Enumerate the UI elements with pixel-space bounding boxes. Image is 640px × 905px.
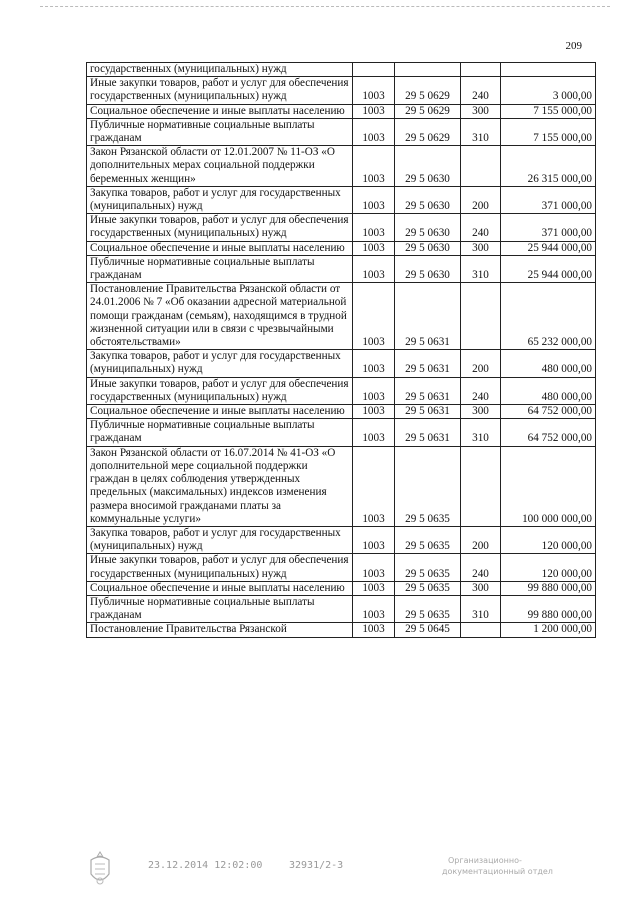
row-expense-kind: 300 [461, 104, 501, 118]
row-section-code: 1003 [353, 146, 395, 187]
page-footer [0, 850, 640, 900]
row-description: Закон Рязанской области от 12.01.2007 № 11-ОЗ «О дополнительных мерах социальной поддержки беременных женщин» [87, 146, 353, 187]
table-row [87, 104, 596, 118]
row-expense-kind: 200 [461, 350, 501, 377]
row-target-code: 29 5 0630 [395, 241, 461, 255]
coat-of-arms-icon [86, 850, 114, 890]
row-section-code: 1003 [353, 623, 395, 637]
row-description: Закупка товаров, работ и услуг для государственных (муниципальных) нужд [87, 350, 353, 377]
row-target-code: 29 5 0629 [395, 77, 461, 104]
table-row [87, 350, 596, 377]
row-section-code: 1003 [353, 104, 395, 118]
row-section-code: 1003 [353, 419, 395, 446]
row-description: Закон Рязанской области от 16.07.2014 № 41-ОЗ «О дополнительной мере социальной поддержки граждан в целях соблюдения утвержденных предельных (максимальных) индексов изменения размера вносимой гражданами платы за коммунальные услуги» [87, 446, 353, 526]
row-expense-kind: 300 [461, 241, 501, 255]
row-amount: 25 944 000,00 [501, 241, 596, 255]
row-section-code: 1003 [353, 554, 395, 581]
row-section-code [353, 63, 395, 77]
row-expense-kind: 240 [461, 377, 501, 404]
row-target-code: 29 5 0631 [395, 350, 461, 377]
row-expense-kind: 310 [461, 419, 501, 446]
row-target-code: 29 5 0629 [395, 118, 461, 145]
row-amount: 7 155 000,00 [501, 104, 596, 118]
table-row [87, 405, 596, 419]
row-description: Социальное обеспечение и иные выплаты населению [87, 581, 353, 595]
table-row [87, 554, 596, 581]
row-target-code: 29 5 0635 [395, 446, 461, 526]
row-amount: 120 000,00 [501, 526, 596, 553]
row-target-code: 29 5 0630 [395, 214, 461, 241]
table-row [87, 283, 596, 350]
row-amount: 100 000 000,00 [501, 446, 596, 526]
row-amount: 7 155 000,00 [501, 118, 596, 145]
page-number: 209 [565, 40, 582, 52]
row-expense-kind [461, 623, 501, 637]
table-row [87, 186, 596, 213]
row-target-code: 29 5 0635 [395, 595, 461, 622]
row-target-code: 29 5 0635 [395, 581, 461, 595]
row-section-code: 1003 [353, 255, 395, 282]
row-section-code: 1003 [353, 405, 395, 419]
table-row [87, 623, 596, 637]
scan-top-edge [40, 6, 610, 7]
row-description: Публичные нормативные социальные выплаты гражданам [87, 118, 353, 145]
registration-date: 23.12.2014 12:02:00 [148, 860, 263, 871]
table-row [87, 241, 596, 255]
row-expense-kind: 200 [461, 186, 501, 213]
row-amount: 99 880 000,00 [501, 581, 596, 595]
row-amount: 99 880 000,00 [501, 595, 596, 622]
row-expense-kind [461, 283, 501, 350]
row-section-code: 1003 [353, 283, 395, 350]
row-expense-kind: 240 [461, 554, 501, 581]
row-description: Иные закупки товаров, работ и услуг для обеспечения государственных (муниципальных) нужд [87, 77, 353, 104]
row-description: Иные закупки товаров, работ и услуг для обеспечения государственных (муниципальных) нужд [87, 554, 353, 581]
row-section-code: 1003 [353, 241, 395, 255]
row-description: государственных (муниципальных) нужд [87, 63, 353, 77]
row-section-code: 1003 [353, 77, 395, 104]
row-description: Иные закупки товаров, работ и услуг для обеспечения государственных (муниципальных) нужд [87, 214, 353, 241]
row-description: Публичные нормативные социальные выплаты гражданам [87, 595, 353, 622]
row-target-code [395, 63, 461, 77]
row-description: Закупка товаров, работ и услуг для государственных (муниципальных) нужд [87, 526, 353, 553]
row-target-code: 29 5 0630 [395, 146, 461, 187]
row-expense-kind: 310 [461, 118, 501, 145]
row-description: Публичные нормативные социальные выплаты гражданам [87, 419, 353, 446]
row-description: Постановление Правительства Рязанской области от 24.01.2006 № 7 «Об оказании адресной материальной помощи гражданам (семьям), находящимся в трудной жизненной ситуации или в связи с чрезвычайными обстоятельствами» [87, 283, 353, 350]
row-target-code: 29 5 0631 [395, 283, 461, 350]
row-section-code: 1003 [353, 350, 395, 377]
row-section-code: 1003 [353, 377, 395, 404]
table-row [87, 146, 596, 187]
table-row [87, 377, 596, 404]
row-target-code: 29 5 0630 [395, 255, 461, 282]
row-amount: 371 000,00 [501, 186, 596, 213]
row-description: Социальное обеспечение и иные выплаты населению [87, 241, 353, 255]
table-row [87, 63, 596, 77]
row-amount: 120 000,00 [501, 554, 596, 581]
row-expense-kind [461, 146, 501, 187]
row-section-code: 1003 [353, 595, 395, 622]
row-section-code: 1003 [353, 186, 395, 213]
row-amount [501, 63, 596, 77]
row-description: Постановление Правительства Рязанской [87, 623, 353, 637]
row-amount: 64 752 000,00 [501, 419, 596, 446]
row-description: Иные закупки товаров, работ и услуг для обеспечения государственных (муниципальных) нужд [87, 377, 353, 404]
row-amount: 25 944 000,00 [501, 255, 596, 282]
row-amount: 3 000,00 [501, 77, 596, 104]
row-description: Публичные нормативные социальные выплаты гражданам [87, 255, 353, 282]
row-target-code: 29 5 0645 [395, 623, 461, 637]
row-expense-kind: 240 [461, 77, 501, 104]
row-expense-kind: 300 [461, 581, 501, 595]
department-stamp-line-2: документационный отдел [442, 867, 553, 876]
row-section-code: 1003 [353, 446, 395, 526]
row-amount: 65 232 000,00 [501, 283, 596, 350]
row-description: Социальное обеспечение и иные выплаты населению [87, 405, 353, 419]
table-row [87, 77, 596, 104]
row-amount: 64 752 000,00 [501, 405, 596, 419]
row-expense-kind: 310 [461, 595, 501, 622]
row-description: Закупка товаров, работ и услуг для государственных (муниципальных) нужд [87, 186, 353, 213]
table-row [87, 255, 596, 282]
row-target-code: 29 5 0631 [395, 419, 461, 446]
budget-table [86, 62, 596, 638]
table-row [87, 595, 596, 622]
row-expense-kind [461, 446, 501, 526]
row-target-code: 29 5 0635 [395, 554, 461, 581]
row-section-code: 1003 [353, 526, 395, 553]
row-section-code: 1003 [353, 214, 395, 241]
row-amount: 371 000,00 [501, 214, 596, 241]
table-row [87, 214, 596, 241]
row-target-code: 29 5 0629 [395, 104, 461, 118]
row-amount: 26 315 000,00 [501, 146, 596, 187]
row-amount: 480 000,00 [501, 377, 596, 404]
row-amount: 480 000,00 [501, 350, 596, 377]
row-target-code: 29 5 0631 [395, 377, 461, 404]
table-row [87, 526, 596, 553]
budget-table-body [87, 63, 596, 638]
row-target-code: 29 5 0631 [395, 405, 461, 419]
row-section-code: 1003 [353, 581, 395, 595]
table-row [87, 118, 596, 145]
row-expense-kind: 310 [461, 255, 501, 282]
row-target-code: 29 5 0635 [395, 526, 461, 553]
row-amount: 1 200 000,00 [501, 623, 596, 637]
row-expense-kind: 240 [461, 214, 501, 241]
table-row [87, 446, 596, 526]
row-section-code: 1003 [353, 118, 395, 145]
table-row [87, 419, 596, 446]
table-row [87, 581, 596, 595]
row-expense-kind: 300 [461, 405, 501, 419]
row-expense-kind: 200 [461, 526, 501, 553]
row-target-code: 29 5 0630 [395, 186, 461, 213]
row-description: Социальное обеспечение и иные выплаты населению [87, 104, 353, 118]
department-stamp-line-1: Организационно- [448, 856, 522, 865]
row-expense-kind [461, 63, 501, 77]
registration-number: 32931/2-3 [289, 860, 344, 871]
